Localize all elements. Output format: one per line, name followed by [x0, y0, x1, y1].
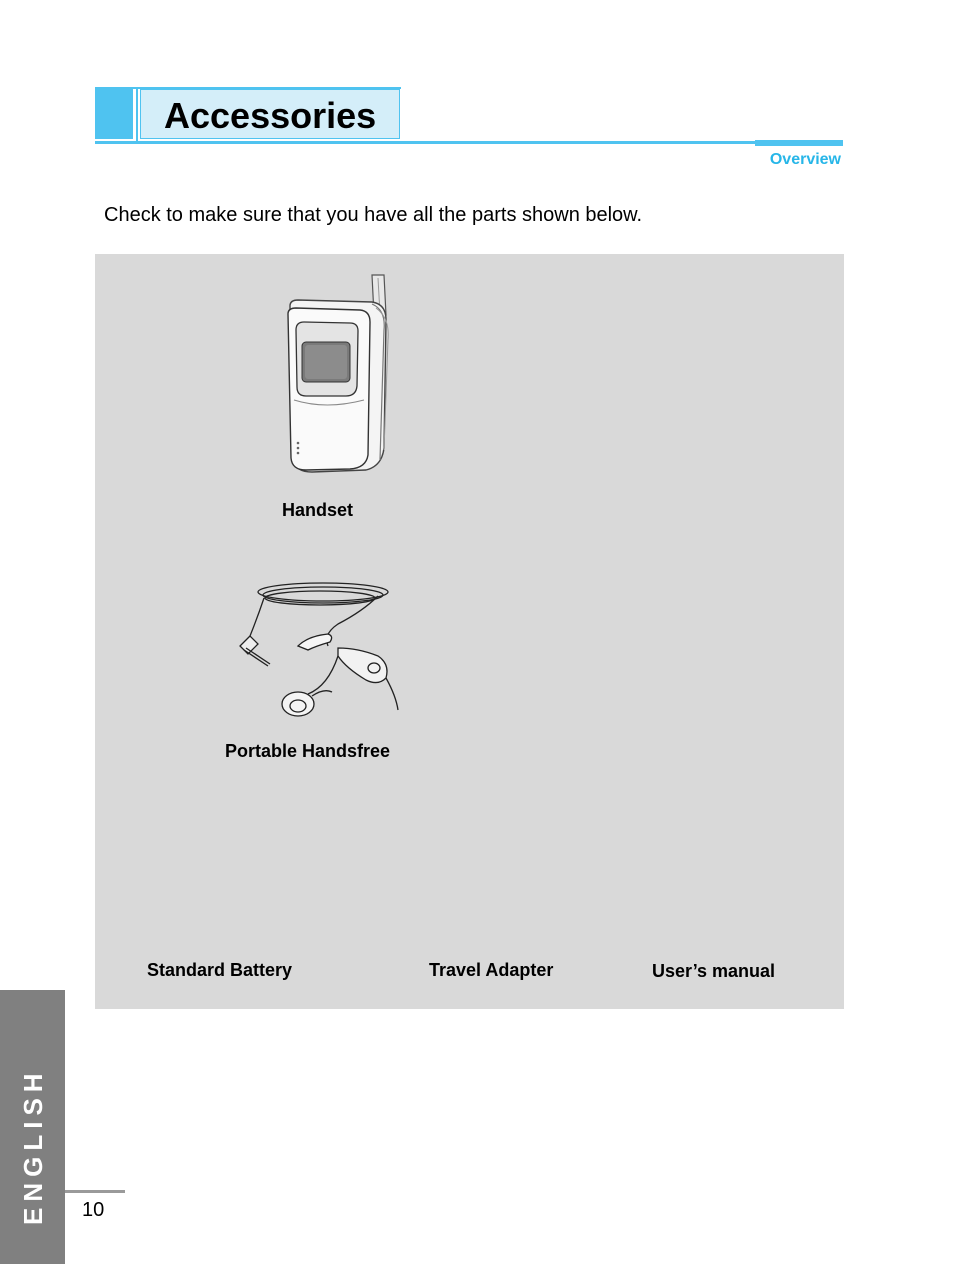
header-rule	[95, 141, 843, 144]
adapter-label: Travel Adapter	[429, 960, 554, 980]
handset-illustration	[276, 270, 396, 475]
intro-text: Check to make sure that you have all the parts shown below.	[104, 204, 643, 226]
handsfree-label: Portable Handsfree	[225, 741, 391, 761]
manual-label: User’s manual	[652, 961, 776, 981]
header-rule-accent	[755, 140, 843, 146]
section-label: Overview	[769, 151, 841, 168]
page-number-rule	[65, 1190, 125, 1193]
header-accent-square	[95, 89, 133, 139]
language-label: ENGLISH	[18, 1067, 48, 1225]
accessories-panel	[95, 254, 844, 1009]
handset-label: Handset	[282, 500, 354, 520]
page-title: Accessories	[164, 95, 377, 136]
header-separator	[136, 89, 138, 141]
page-number: 10	[82, 1199, 105, 1221]
battery-label: Standard Battery	[147, 960, 293, 980]
handsfree-illustration	[228, 576, 408, 721]
